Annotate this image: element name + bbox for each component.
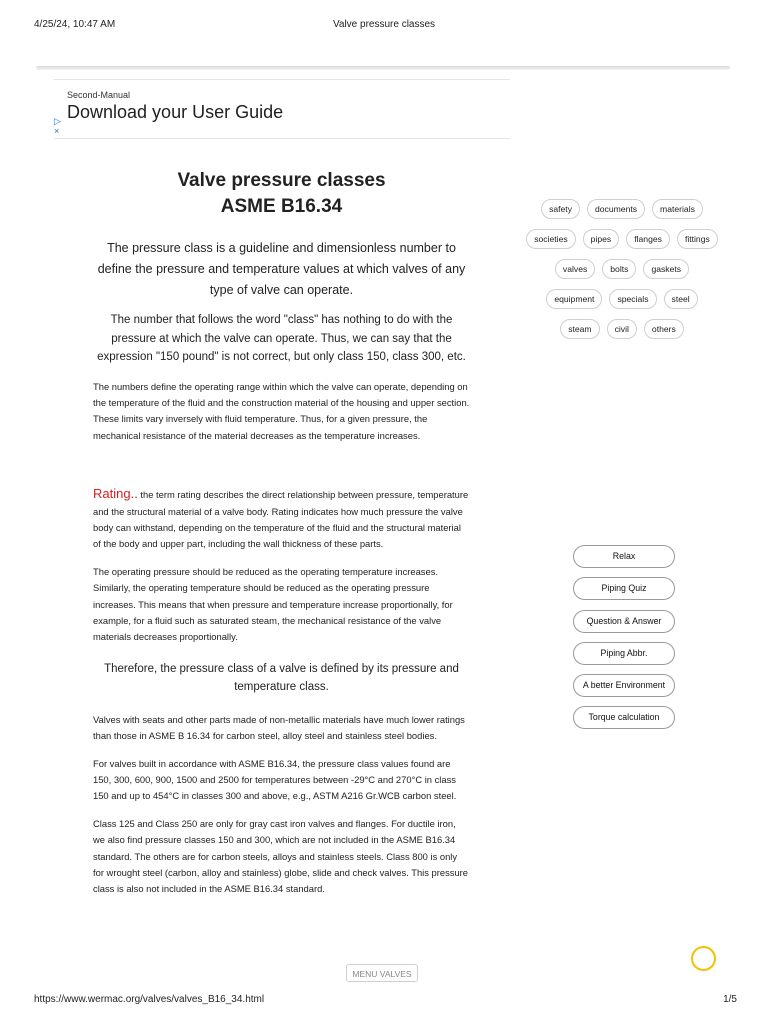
tag-steel[interactable]: steel: [664, 289, 698, 309]
ad-title-link[interactable]: Download your User Guide: [67, 102, 284, 122]
better-environment-button[interactable]: A better Environment: [573, 674, 675, 697]
tag-fittings[interactable]: fittings: [677, 229, 718, 249]
tag-cloud: [527, 199, 717, 349]
page-title-line1: Valve pressure classes: [177, 170, 386, 191]
torque-calculation-button[interactable]: Torque calculation: [573, 706, 675, 729]
tag-equipment[interactable]: equipment: [546, 289, 602, 309]
side-button-group: [573, 545, 675, 739]
tag-safety[interactable]: safety: [541, 199, 580, 219]
lead-paragraph-1: The pressure class is a guideline and dimensionless number to define the pressure and temperature values at which valves of any type of valve can operate.: [97, 241, 466, 297]
print-url: https://www.wermac.org/valves/valves_B16_34.html: [34, 994, 265, 1005]
tag-row: [527, 259, 717, 279]
tag-societies[interactable]: societies: [526, 229, 575, 249]
circle-button[interactable]: [691, 946, 716, 971]
tag-row: [527, 319, 717, 339]
rating-term: Rating..: [93, 486, 138, 502]
question-answer-button[interactable]: Question & Answer: [573, 610, 675, 633]
tag-steam[interactable]: steam: [560, 319, 599, 339]
lead-paragraph-3: Therefore, the pressure class of a valve is defined by its pressure and temperature class.: [104, 662, 459, 694]
tag-bolts[interactable]: bolts: [602, 259, 636, 279]
print-datetime: 4/25/24, 10:47 AM: [34, 19, 116, 30]
print-page-number: 1/5: [723, 994, 737, 1005]
tag-row: [527, 289, 717, 309]
paragraph-non-metallic: Valves with seats and other parts made of non-metallic materials have much lower ratings than those in ASME B 16.34 for carbon steel, alloy steel and stainless steel bodies.: [93, 713, 465, 742]
piping-abbr-button[interactable]: Piping Abbr.: [573, 642, 675, 665]
print-header: [0, 19, 768, 33]
paragraph-operating-pressure: The operating pressure should be reduced as the operating temperature increases. Similarly, the operating temperature should be reduced as the operating pressure increases. This means that when pressure and temperature increase proportionally, for example, for a fluid such as saturated steam, the mechanical resistance of the valve materials decreases proportionally.: [93, 565, 453, 643]
paragraph-operating-range: The numbers define the operating range within which the valve can operate, depending on the temperature of the fluid and the construction material of the housing and upper section. These limits vary inversely with fluid temperature. Thus, for a given pressure, the mechanical resistance of the material decreases as the temperature increases.: [93, 380, 470, 441]
print-doc-title: Valve pressure classes: [332, 19, 436, 30]
ad-sponsor: Second-Manual: [67, 90, 131, 100]
ad-banner[interactable]: [54, 79, 510, 139]
menu-valves-button[interactable]: MENU VALVES: [346, 964, 418, 982]
page-title: [93, 168, 470, 220]
lead-paragraph-2: The number that follows the word "class" has nothing to do with the pressure at which the valve can operate. Thus, we can say that the expression "150 pound" is not correct, but only class 150, class 300, etc.: [97, 314, 466, 363]
rating-description: the term rating describes the direct relationship between pressure, temperature and the structural material of a valve body. Rating indicates how much pressure the valve body can withstand, depending on the temperature of the fluid and the structural material of the body and upper part, including the wall thickness of these parts.: [93, 489, 469, 550]
tag-gaskets[interactable]: gaskets: [643, 259, 689, 279]
tag-pipes[interactable]: pipes: [583, 229, 620, 249]
paragraph-rating: [93, 486, 470, 553]
paragraph-class-values: For valves built in accordance with ASME B16.34, the pressure class values found are 150, 300, 600, 900, 1500 and 2500 for temperatures between -29°C and 270°C in class 150 and up to 454°C in classes 300 and above, e.g., ASTM A216 Gr.WCB carbon steel.: [93, 757, 457, 802]
page-title-line2: ASME B16.34: [220, 196, 343, 217]
relax-button[interactable]: Relax: [573, 545, 675, 568]
tag-valves[interactable]: valves: [555, 259, 595, 279]
print-footer: [0, 994, 768, 1008]
tag-row: [527, 229, 717, 249]
ad-icons: [54, 116, 66, 136]
tag-civil[interactable]: civil: [607, 319, 637, 339]
tag-materials[interactable]: materials: [652, 199, 703, 219]
tag-documents[interactable]: documents: [587, 199, 645, 219]
ad-choices-play-icon[interactable]: ▷: [54, 116, 61, 126]
piping-quiz-button[interactable]: Piping Quiz: [573, 577, 675, 600]
top-divider: [36, 66, 730, 70]
close-icon[interactable]: ×: [54, 126, 60, 136]
article: [93, 168, 470, 898]
paragraph-class-125-250: Class 125 and Class 250 are only for gray cast iron valves and flanges. For ductile iron, we also find pressure classes 150 and 300, which are not included in the ASME B16.34 standard. The others are for carbon steels, alloys and stainless steels. Class 800 is only for wrought steel (carbon, alloy and stainless) globe, slide and check valves. This pressure class is also not included in the ASME B16.34 standard.: [93, 817, 469, 895]
tag-specials[interactable]: specials: [609, 289, 656, 309]
tag-row: [527, 199, 717, 219]
tag-others[interactable]: others: [644, 319, 684, 339]
tag-flanges[interactable]: flanges: [626, 229, 670, 249]
